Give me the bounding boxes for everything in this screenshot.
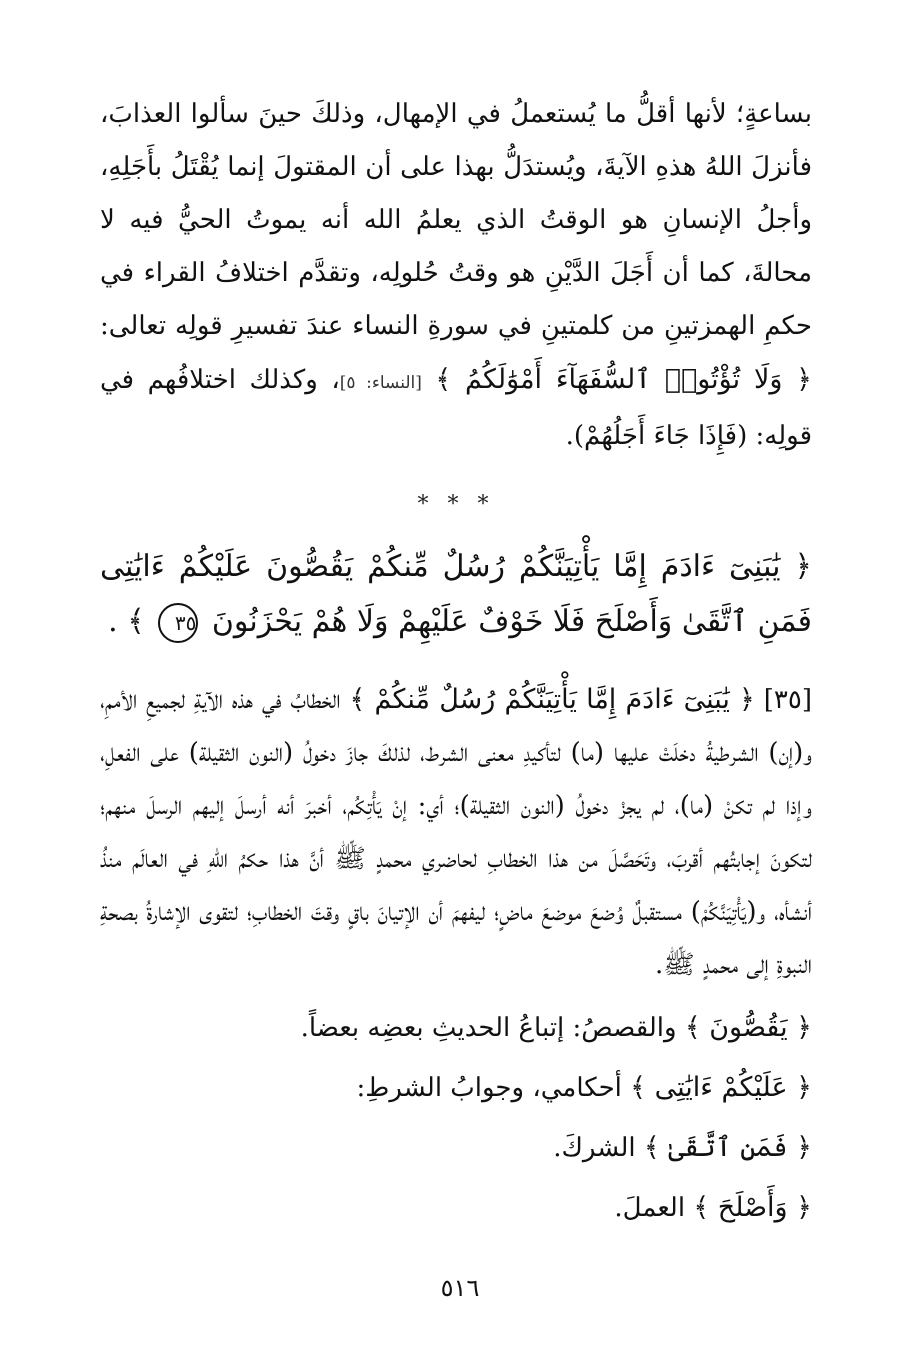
gloss-item xyxy=(100,1058,812,1118)
intro-paragraph xyxy=(100,88,812,463)
section-separator: * * * xyxy=(417,492,495,517)
gloss-text: العملَ. xyxy=(614,1193,686,1223)
verse-close: ﴾ . xyxy=(108,604,145,639)
commentary-quote: ﴿ يَٰبَنِىٓ ءَادَمَ إِمَّا يَأْتِيَنَّكُمْ رُسُلٌ مِّنكُمْ ﴾ xyxy=(349,684,755,715)
gloss-quote: ﴿ عَلَيْكُمْ ءَايَٰتِى ﴾ xyxy=(630,1072,812,1103)
intro-quran-quote: ﴿ وَلَا تُؤْتُوا۟ ٱلسُّفَهَآءَ أَمْوَٰلَكُمُ ﴾ xyxy=(435,364,813,395)
intro-reference: [النساء: ٥] xyxy=(339,373,422,393)
verse-number-marker: ٣٥ xyxy=(158,603,198,643)
intro-text: بساعةٍ؛ لأنها أقلُّ ما يُستعملُ في الإمهال، وذلكَ حينَ سألوا العذابَ، فأنزلَ اللهُ هذهِ الآيةَ، ويُستدَلُّ بهذا على أن المقتولَ إنما يُقْتَلُ بأَجَلِهِ، وأجلُ الإنسانِ هو الوقتُ الذي يعلمُ الله أنه يموتُ الحيُّ فيه لا محالةَ، كما أن أَجَلَ الدَّيْنِ هو وقتُ حُلولِه، وتقدَّم اختلافُ القراء في حكمِ الهمزتينِ من كلمتينِ في سورةِ النساء عندَ تفسيرِ قولِه تعالى: xyxy=(100,99,812,341)
intro-tail: ، وكذلك اختلافُهم في قولِه: (فَإِذَا جَاءَ أَجَلُهُمْ). xyxy=(100,365,812,451)
gloss-item xyxy=(100,1178,812,1238)
commentary-label: [٣٥] xyxy=(763,685,812,715)
gloss-quote: ﴿ فَمَنِ ٱتَّقَىٰ ﴾ xyxy=(643,1132,812,1163)
gloss-text: أحكامي، وجوابُ الشرطِ: xyxy=(356,1073,622,1103)
commentary-paragraph xyxy=(100,673,812,992)
verse-block xyxy=(100,539,812,649)
page-number: ٥١٦ xyxy=(440,1274,480,1302)
verse-text: ﴿ يَٰبَنِىٓ ءَادَمَ إِمَّا يَأْتِيَنَّكُمْ رُسُلٌ مِّنكُمْ يَقُصُّونَ عَلَيْكُمْ ءَايَٰتِى فَمَنِ ٱتَّقَىٰ وَأَصْلَحَ فَلَا خَوْفٌ عَلَيْهِمْ وَلَا هُمْ يَحْزَنُونَ xyxy=(100,549,812,639)
gloss-quote: ﴿ وَأَصْلَحَ ﴾ xyxy=(693,1192,812,1223)
commentary-text: الخطابُ في هذه الآيةِ لجميعِ الأممِ، و(إن) الشرطيةُ دخلَتْ عليها (ما) لتأكيدِ معنى الشرط، لذلكَ جازَ دخولُ (النون الثقيلة) على الفعلِ، وإذا لم تكنْ (ما)، لم يجزْ دخولُ (النون الثقيلة)؛ أي: إنْ يَأْتِكُم، أخبرَ أنه أرسلَ إليهم الرسلَ منهم؛ لتكونَ إجابتُهم أقربَ، وتَحَصَّلَ من هذا الخطابِ لحاضري محمدٍ ﷺ أنَّ هذا حكمُ اللهِ في العالَم منذُ أنشأه، و(يَأْتِيَنَّكُمْ) مستقبلٌ وُضعَ موضعَ ماضٍ؛ ليفهمَ أن الإتيانَ باقٍ وقتَ الخطابِ؛ لتقوى الإشارةُ بصحةِ النبوةِ إلى محمدٍ ﷺ. xyxy=(100,685,812,980)
gloss-item xyxy=(100,998,812,1058)
gloss-quote: ﴿ يَقُصُّونَ ﴾ xyxy=(684,1012,812,1043)
gloss-text: والقصصُ: إتباعُ الحديثِ بعضِه بعضاً. xyxy=(300,1013,677,1043)
word-glosses xyxy=(100,998,812,1238)
gloss-text: الشركَ. xyxy=(553,1133,636,1163)
gloss-item xyxy=(100,1118,812,1178)
page-content xyxy=(100,88,812,1238)
